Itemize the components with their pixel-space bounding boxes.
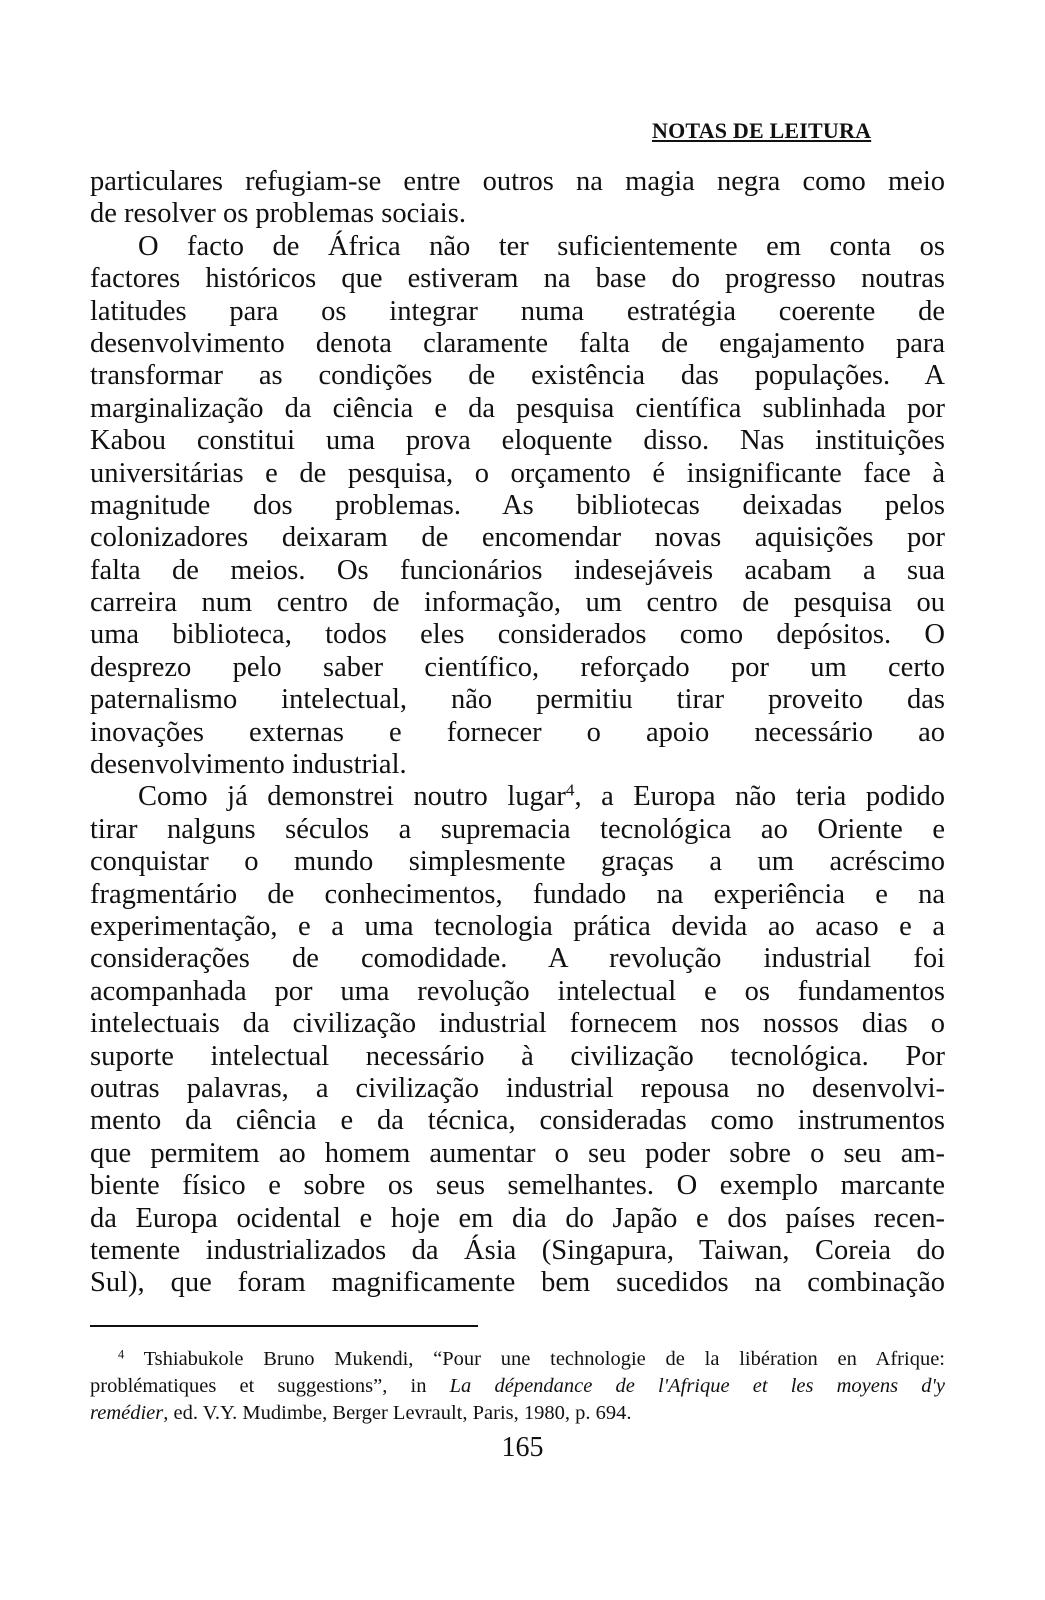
text-line: latitudes para os integrar numa estratégia coerente de	[90, 295, 945, 327]
footnote-text: Tshiabukole Bruno Mukendi, “Pour une technologie de la libération en Afrique:	[143, 1348, 945, 1370]
text-line: Kabou constitui uma prova eloquente disso. Nas instituições	[90, 425, 945, 457]
text-line: O facto de África não ter suficientemente em conta os	[138, 230, 945, 262]
text-line: factores históricos que estiveram na base do progresso noutras	[90, 263, 945, 295]
text-line: de resolver os problemas sociais.	[90, 198, 466, 230]
footnote-text: , ed. V.Y. Mudimbe, Berger Levrault, Paris, 1980, p. 694.	[163, 1402, 632, 1424]
running-header: NOTAS DE LEITURA	[652, 118, 872, 143]
text-line: biente físico e sobre os seus semelhantes. O exemplo marcante	[90, 1170, 945, 1202]
text-line: considerações de comodidade. A revolução industrial foi	[90, 943, 945, 975]
text-line: acompanhada por uma revolução intelectual e os fundamentos	[90, 975, 945, 1007]
text-line: magnitude dos problemas. As bibliotecas deixadas pelos	[90, 489, 945, 521]
footnote-marker: 4	[118, 1347, 125, 1362]
footnote-divider	[90, 1325, 478, 1327]
text-line: uma biblioteca, todos eles considerados como depósitos. O	[90, 619, 945, 651]
body-text	[90, 166, 945, 1300]
footnote-line	[90, 1346, 945, 1373]
text-line: colonizadores deixaram de encomendar novas aquisições por	[90, 522, 945, 554]
text-line: conquistar o mundo simplesmente graças a um acréscimo	[90, 846, 945, 878]
footnote-text: problématiques et suggestions”, in	[90, 1375, 450, 1397]
text-line: outras palavras, a civilização industrial repousa no desenvolvi-	[90, 1072, 945, 1104]
footnote-line	[90, 1400, 945, 1427]
text-line	[90, 781, 945, 813]
footnote-line	[90, 1373, 945, 1400]
text-segment: Como já demonstrei noutro lugar	[138, 781, 566, 813]
footnote	[90, 1346, 945, 1427]
text-line: Sul), que foram magnificamente bem sucedidos na combinação	[90, 1267, 945, 1299]
text-line: fragmentário de conhecimentos, fundado na experiência e na	[90, 878, 945, 910]
text-line: desprezo pelo saber científico, reforçado por um certo	[90, 651, 945, 683]
text-line: paternalismo intelectual, não permitiu tirar proveito das	[90, 684, 945, 716]
text-line: que permitem ao homem aumentar o seu poder sobre o seu am-	[90, 1137, 945, 1169]
text-line: suporte intelectual necessário à civilização tecnológica. Por	[90, 1040, 945, 1072]
text-line: falta de meios. Os funcionários indesejáveis acabam a sua	[90, 554, 945, 586]
footnote-book-title: La dépendance de l'Afrique et les moyens d'y	[449, 1375, 945, 1397]
text-segment: , a Europa não teria podido	[574, 781, 945, 813]
text-line: carreira num centro de informação, um centro de pesquisa ou	[90, 587, 945, 619]
text-line: intelectuais da civilização industrial fornecem nos nossos dias o	[90, 1008, 945, 1040]
text-line: tirar nalguns séculos a supremacia tecnológica ao Oriente e	[90, 813, 945, 845]
text-line: desenvolvimento denota claramente falta de engajamento para	[90, 327, 945, 359]
footnote-book-title: remédier	[90, 1402, 164, 1424]
page-number: 165	[501, 1432, 544, 1463]
text-line: mento da ciência e da técnica, consideradas como instrumentos	[90, 1105, 945, 1137]
text-line: transformar as condições de existência das populações. A	[90, 360, 945, 392]
text-line: experimentação, e a uma tecnologia prática devida ao acaso e a	[90, 910, 945, 942]
text-line: da Europa ocidental e hoje em dia do Japão e dos países recen-	[90, 1202, 945, 1234]
footnote-reference[interactable]: 4	[565, 781, 575, 801]
text-line: marginalização da ciência e da pesquisa científica sublinhada por	[90, 392, 945, 424]
text-line: inovações externas e fornecer o apoio necessário ao	[90, 716, 945, 748]
text-line: temente industrializados da Ásia (Singapura, Taiwan, Coreia do	[90, 1234, 945, 1266]
text-line: particulares refugiam-se entre outros na magia negra como meio	[90, 166, 945, 197]
text-line: desenvolvimento industrial.	[90, 749, 407, 781]
text-line: universitárias e de pesquisa, o orçamento é insignificante face à	[90, 457, 945, 489]
